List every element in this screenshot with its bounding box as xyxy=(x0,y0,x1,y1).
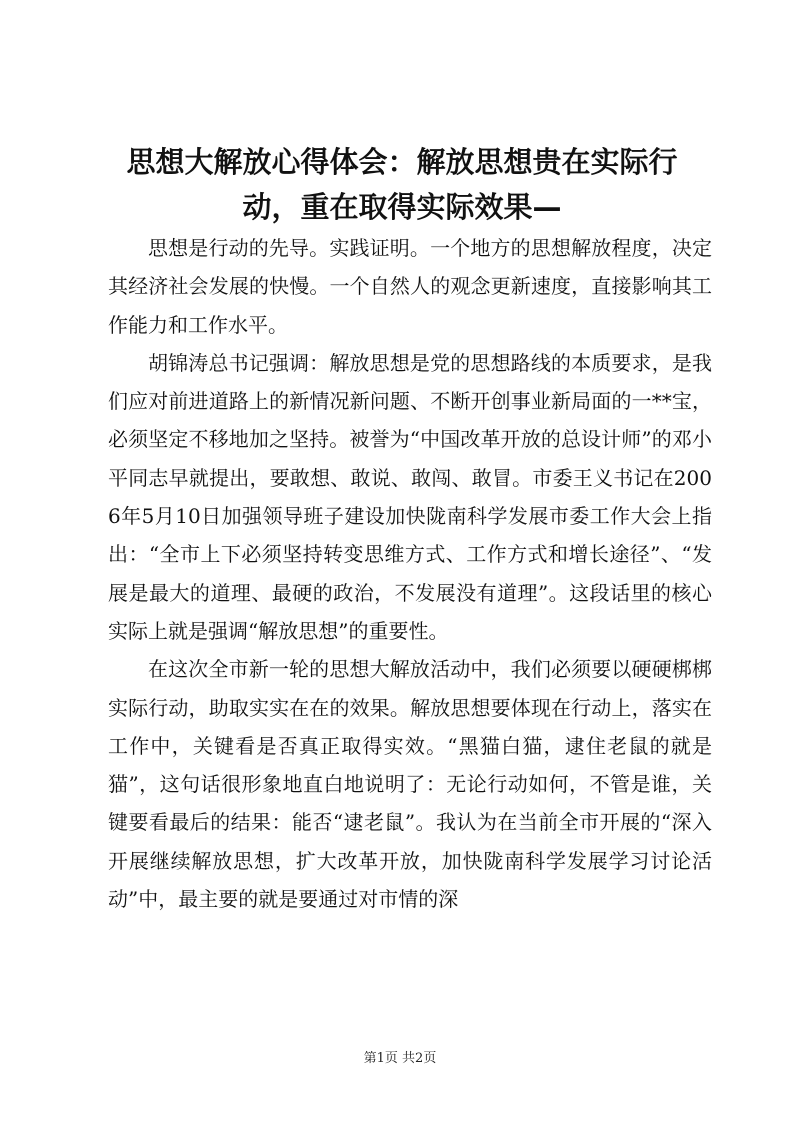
page-footer: 第1页 共2页 xyxy=(363,1051,437,1066)
title-line-2: 动，重在取得实际效果— xyxy=(242,190,562,224)
paragraph-2: 胡锦涛总书记强调：解放思想是党的思想路线的本质要求，是我们应对前进道路上的新情况新问题、不断开创事业新局面的一**宝，必须坚定不移地加之坚持。被誉为“中国改革开放的总设计师”的邓小平同志早就提出，要敢想、敢说、敢闯、敢冒。市委王义书记在2006年5月10日加强领导班子建设加快陇南科学发展市委工作大会上指出：“全市上下必须坚持转变思维方式、工作方式和增长途径”、“发展是最大的道理、最硬的政治，不发展没有道理”。这段话里的核心实际上就是强调“解放思想”的重要性。 xyxy=(108,350,712,643)
document-body xyxy=(108,229,712,918)
paragraph-3: 在这次全市新一轮的思想大解放活动中，我们必须要以硬硬梆梆实际行动，助取实实在在的效果。解放思想要体现在行动上，落实在工作中，关键看是否真正取得实效。“黑猫白猫，逮住老鼠的就是猫”，这句话很形象地直白地说明了：无论行动如何，不管是谁，关键要看最后的结果：能否“逮老鼠”。我认为在当前全市开展的“深入开展继续解放思想，扩大改革开放，加快陇南科学发展学习讨论活动”中，最主要的就是要通过对市情的深 xyxy=(108,657,712,912)
paragraph-1: 思想是行动的先导。实践证明。一个地方的思想解放程度，决定其经济社会发展的快慢。一个自然人的观念更新速度，直接影响其工作能力和工作水平。 xyxy=(108,236,712,337)
document-title xyxy=(96,140,708,230)
title-line-1: 思想大解放心得体会：解放思想贵在实际行 xyxy=(126,145,678,179)
